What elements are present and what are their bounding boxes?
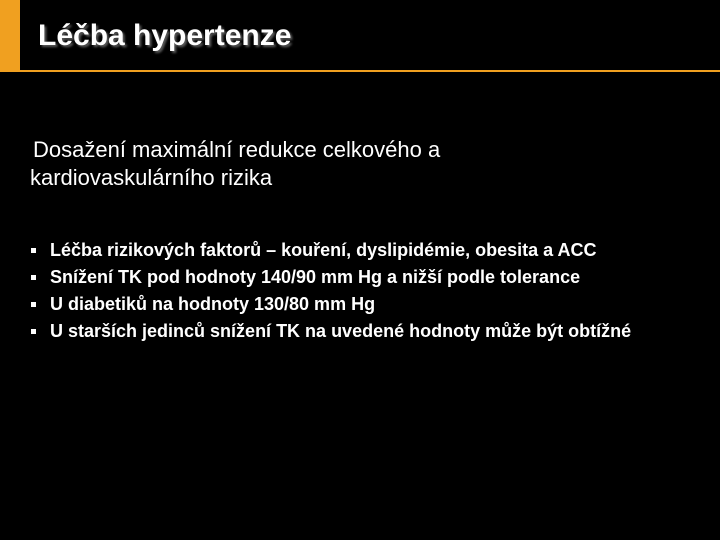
bullet-text: U diabetiků na hodnoty 130/80 mm Hg	[50, 294, 376, 314]
square-bullet-icon	[31, 302, 36, 307]
header-accent-bar	[0, 0, 20, 72]
list-item	[30, 292, 690, 317]
slide-title: Léčba hypertenze	[38, 19, 292, 52]
header-divider	[20, 70, 720, 72]
square-bullet-icon	[31, 275, 36, 280]
list-item	[30, 319, 690, 344]
slide-header	[0, 0, 720, 72]
bullet-text: U starších jedinců snížení TK na uvedené hodnoty může být obtížné	[50, 321, 632, 341]
bullet-text: Léčba rizikových faktorů – kouření, dyslipidémie, obesita a ACC	[50, 240, 597, 260]
square-bullet-icon	[31, 248, 36, 253]
bullet-list	[30, 238, 690, 346]
square-bullet-icon	[31, 329, 36, 334]
list-item	[30, 265, 690, 290]
intro-text: Dosažení maximální redukce celkového a kardiovaskulárního rizika	[30, 137, 441, 190]
list-item	[30, 238, 690, 263]
bullet-text: Snížení TK pod hodnoty 140/90 mm Hg a nižší podle tolerance	[50, 267, 581, 287]
